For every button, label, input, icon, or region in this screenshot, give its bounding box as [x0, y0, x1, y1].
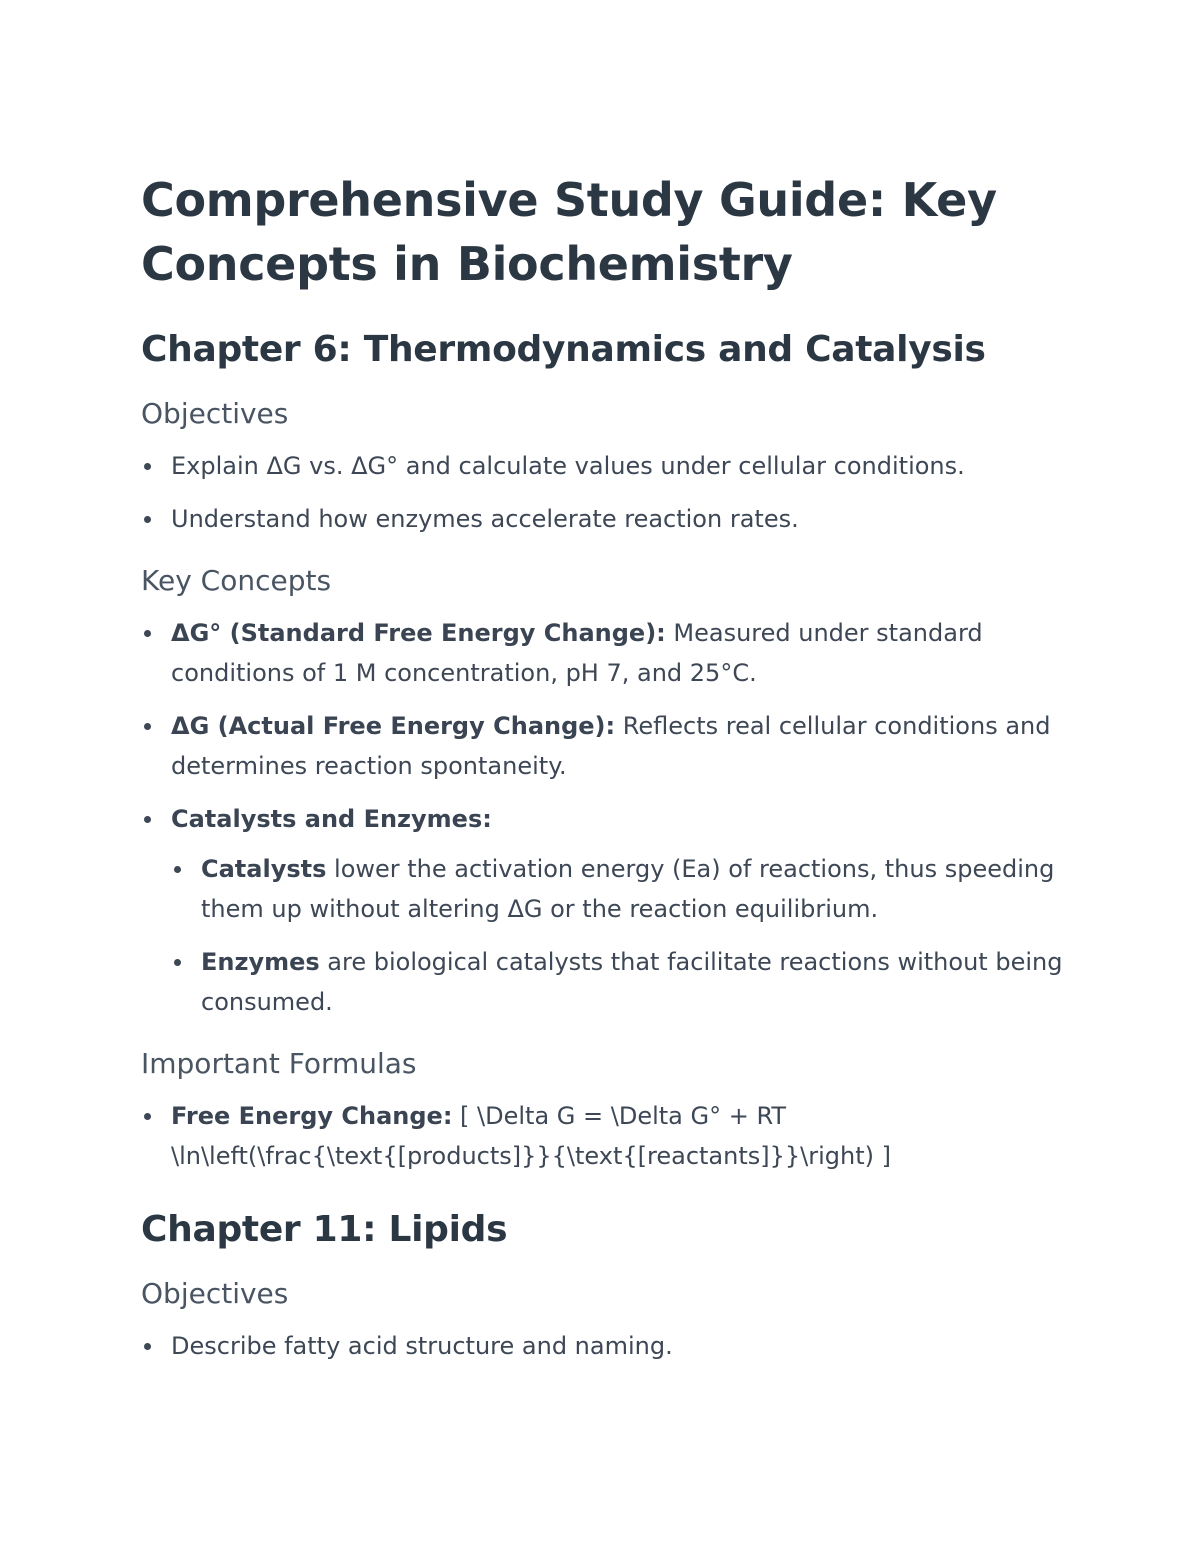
- list-item: [141, 613, 1071, 693]
- nested-list: [171, 849, 1071, 1022]
- list-item: [171, 849, 1071, 929]
- chapter-6-heading: Chapter 6: Thermodynamics and Catalysis: [141, 329, 986, 370]
- list-item: [141, 706, 1071, 786]
- document-title: Comprehensive Study Guide: Key Concepts in Biochemistry: [141, 173, 997, 291]
- term-definition: lower the activation energy (Ea) of reactions, thus speeding them up without altering ΔG or the reaction equilibrium.: [201, 855, 1055, 923]
- term-definition: Reflects real cellular conditions and determines reaction spontaneity.: [171, 712, 1051, 780]
- term-label: Catalysts and Enzymes:: [171, 805, 492, 833]
- chapter-6-objectives-list: [141, 446, 1071, 539]
- term-label: ΔG (Actual Free Energy Change):: [171, 712, 616, 740]
- list-item: [171, 942, 1071, 1022]
- document-page: [141, 168, 1071, 1366]
- chapter-11-heading: Chapter 11: Lipids: [141, 1209, 508, 1250]
- list-item: Understand how enzymes accelerate reaction rates.: [141, 499, 1071, 539]
- chapter-11-objectives-list: [141, 1326, 1071, 1366]
- formulas-list: [141, 1096, 1071, 1176]
- term-label: Free Energy Change:: [171, 1102, 453, 1130]
- term-definition: Measured under standard conditions of 1 M concentration, pH 7, and 25°C.: [171, 619, 983, 687]
- term-definition: are biological catalysts that facilitate reactions without being consumed.: [201, 948, 1063, 1016]
- chapter-6-objectives-heading: Objectives: [141, 397, 289, 430]
- list-item: [141, 1096, 1071, 1176]
- chapter-11-objectives-heading: Objectives: [141, 1277, 289, 1310]
- term-label: Catalysts: [201, 855, 327, 883]
- term-label: Enzymes: [201, 948, 320, 976]
- term-label: ΔG° (Standard Free Energy Change):: [171, 619, 666, 647]
- formula-text: [ \Delta G = \Delta G° + RT \ln\left(\frac{\text{[products]}}{\text{[reactants]}}\right) ]: [171, 1102, 891, 1170]
- list-item: [141, 799, 1071, 1022]
- important-formulas-heading: Important Formulas: [141, 1047, 417, 1080]
- key-concepts-heading: Key Concepts: [141, 564, 332, 597]
- list-item: Explain ΔG vs. ΔG° and calculate values under cellular conditions.: [141, 446, 1071, 486]
- key-concepts-list: [141, 613, 1071, 1022]
- list-item: Describe fatty acid structure and naming.: [141, 1326, 1071, 1366]
